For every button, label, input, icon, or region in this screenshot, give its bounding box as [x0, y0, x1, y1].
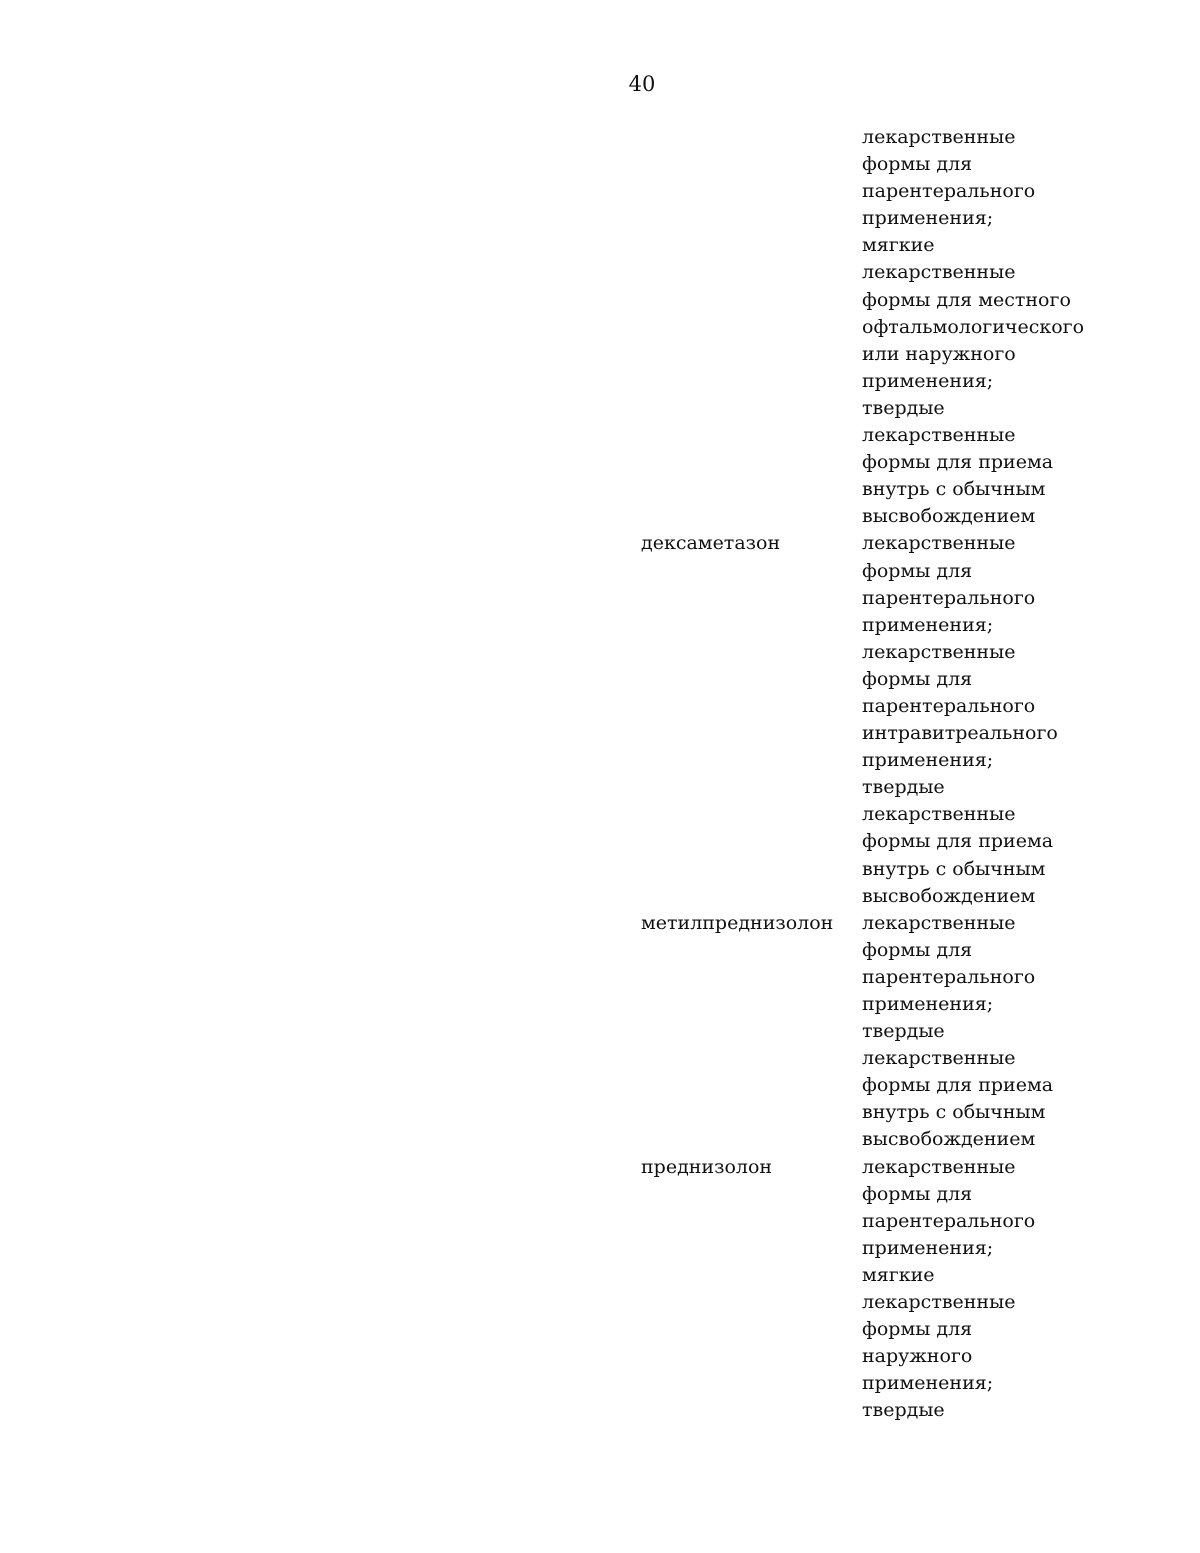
form-line: формы для местного: [862, 288, 1071, 311]
form-line: парентерального: [862, 694, 1036, 717]
form-line: формы для: [862, 938, 973, 961]
form-line: применения;: [862, 993, 994, 1015]
form-line: лекарственные: [862, 532, 1016, 555]
form-line: лекарственные: [862, 1155, 1016, 1178]
form-line: мягкие: [862, 234, 935, 257]
form-line: лекарственные: [862, 126, 1016, 148]
form-line: интравитреального: [862, 722, 1058, 745]
form-line: парентерального: [862, 586, 1036, 609]
form-line: наружного: [862, 1345, 973, 1368]
form-line: внутрь с обычным: [862, 1101, 1046, 1124]
form-line: мягкие: [862, 1263, 935, 1286]
drug-name: преднизолон: [641, 1155, 773, 1178]
page-number: 40: [628, 72, 656, 96]
form-line: офтальмологического: [862, 315, 1085, 338]
dosage-forms: [862, 124, 1192, 530]
form-line: парентерального: [862, 1209, 1036, 1232]
form-line: применения;: [862, 369, 994, 392]
form-line: парентерального: [862, 965, 1036, 988]
form-line: парентерального: [862, 180, 1036, 203]
form-line: формы для: [862, 667, 973, 690]
form-line: лекарственные: [862, 1047, 1016, 1070]
form-line: формы для приема: [862, 830, 1054, 853]
form-line: высвобождением: [862, 884, 1036, 907]
form-line: внутрь с обычным: [862, 478, 1046, 501]
form-line: твердые: [862, 396, 945, 419]
form-line: лекарственные: [862, 911, 1016, 934]
drug-name: метилпреднизолон: [641, 911, 834, 934]
table-row: [0, 910, 1200, 1154]
form-line: лекарственные: [862, 803, 1016, 826]
form-line: применения;: [862, 1372, 994, 1395]
form-line: внутрь с обычным: [862, 857, 1046, 880]
form-line: лекарственные: [862, 424, 1016, 447]
drug-table: [0, 124, 1200, 1425]
form-line: лекарственные: [862, 261, 1016, 284]
form-line: применения;: [862, 207, 994, 230]
form-line: или наружного: [862, 342, 1016, 365]
form-line: высвобождением: [862, 505, 1036, 528]
form-line: применения;: [862, 613, 994, 636]
dosage-forms: [862, 1154, 1192, 1425]
form-line: формы для: [862, 1318, 973, 1341]
form-line: формы для приема: [862, 451, 1054, 474]
table-row: [0, 530, 1200, 909]
dosage-forms: [862, 910, 1192, 1154]
table-row: [0, 1154, 1200, 1425]
form-line: твердые: [862, 1020, 945, 1043]
form-line: формы для: [862, 559, 973, 582]
form-line: формы для приема: [862, 1074, 1054, 1097]
form-line: высвобождением: [862, 1128, 1036, 1151]
form-line: формы для: [862, 153, 973, 176]
dosage-forms: [862, 530, 1192, 909]
form-line: применения;: [862, 749, 994, 772]
drug-name: дексаметазон: [641, 532, 781, 555]
table-row: [0, 124, 1200, 530]
form-line: формы для: [862, 1182, 973, 1205]
form-line: лекарственные: [862, 640, 1016, 663]
form-line: твердые: [862, 776, 945, 799]
form-line: твердые: [862, 1399, 945, 1422]
form-line: применения;: [862, 1236, 994, 1259]
form-line: лекарственные: [862, 1291, 1016, 1314]
